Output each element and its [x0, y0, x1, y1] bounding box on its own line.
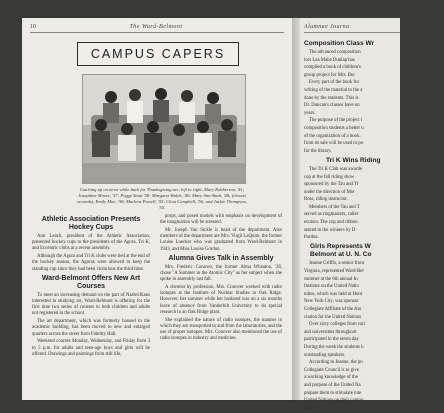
text-line: Virginia, represented Ward-Bel — [304, 269, 364, 275]
text-line: Over sixty colleges from vari — [309, 322, 366, 328]
paragraph: Ann Leach, president of the Athletic Association, presented hockey cups to the presidents of the Agora, Tri K, and Eccentric clubs at a recent assembly. — [32, 234, 150, 252]
text-line: a working knowledge of the — [304, 375, 358, 381]
page-gutter — [292, 18, 300, 400]
left-column-1 — [32, 214, 150, 360]
text-line: of the organization of a book. — [304, 133, 361, 139]
right-running-head: Alumnae Journa — [304, 24, 400, 33]
text-line: and purpose of the United Na — [304, 382, 361, 388]
left-page — [22, 18, 292, 400]
text-line: composition students a better u — [304, 125, 364, 131]
text-line: Institute on the United Natio — [304, 284, 359, 290]
text-line: nities, which was held at Hunt — [304, 291, 363, 297]
text-line: compiled a book of children's — [304, 65, 361, 71]
headline-tri-k: Tri K Wins Riding — [326, 156, 381, 164]
paragraph: The art department, which was formerly housed in the academic building, has been moved to new and enlarged quarters across the street from Fidelity Hall. — [32, 319, 150, 337]
text-line: Members of the Tau and T — [309, 204, 360, 210]
paragraph: Weekend courses Monday, Wednesday, and Friday from 3 to 5 p.m. for adults and teen-age boys and girls will be offered. Drawings and paintings from still life, — [32, 339, 150, 357]
text-line: Ross, riding instructor. — [304, 197, 348, 203]
photo-caption: Catching up on news while back for Thanksgiving are, left to right, Mary Robberson, '41; Josephine Moore, '57; Peggy Stout '58; Margaret Walch, '46; Mary Ann Shutt, '48; (closest seconds), Emily Mac, '58; Marlene Powell, '55; Cleta Campbell, '56; and Jackie Thompson, '55. — [77, 187, 247, 210]
text-line: done by the students. This is — [304, 95, 359, 101]
paragraph: Although the Agora and Tri K clubs were tied at the end of the hockey season, the Agoras were allowed to keep the standing cup since they had been victorious the third time. — [32, 254, 150, 272]
text-line: The purpose of the project i — [309, 118, 363, 124]
text-line: served as ringmasters, caller — [304, 212, 359, 218]
headline-un-council-line2: Belmont at U. N. Co — [310, 251, 372, 259]
photo-illustration — [83, 75, 245, 183]
text-line: ecutors. The cup and ribbon — [304, 220, 358, 226]
text-line: and universities throughout — [304, 329, 357, 335]
text-line: According to Jeanne, the pu — [309, 360, 363, 366]
paragraph: props, and posed models with emphasis on development of the imagination will be stressed. — [160, 214, 282, 226]
text-line: Every part of the book fro — [309, 80, 359, 86]
text-line: Jeanne Griffis, a senior from — [309, 261, 364, 267]
text-line: writing of the material to the a — [304, 87, 363, 93]
text-line: group project for Mrs. Bur — [304, 72, 356, 78]
headline-hockey-cups: Athletic Association Presents Hockey Cups — [41, 216, 141, 231]
paragraph: Mrs. Frederic Conover, the former Alma Wheaton, '28, chose "A Summer in the Atomic City" as her subject when she spoke in assembly last fall. — [160, 264, 282, 283]
text-line: summer at the 6th annual In — [304, 276, 358, 282]
text-line: outstanding speakers. — [304, 352, 346, 358]
right-page — [300, 18, 400, 411]
text-line: ciation for the United Nations — [304, 314, 362, 320]
text-line: Purdue. — [304, 235, 319, 241]
text-line: lors Lea Mabe Dunlap has — [304, 57, 355, 63]
text-line: During the week the students h — [304, 345, 364, 350]
right-column — [304, 38, 444, 413]
group-photo — [82, 74, 246, 184]
text-line: Collegiate Affiliate of the Am — [304, 307, 362, 313]
text-line: for the library. — [304, 148, 332, 154]
paragraph: To meet an increasing demand on the part of Nashvillians interested in studying art, Ward-Belmont is offering for the first time two series of courses to both children and adults not registered in the school. — [32, 292, 150, 317]
headline-un-council: Girls Represents W — [310, 243, 371, 251]
section-masthead: CAMPUS CAPERS — [77, 42, 239, 66]
article-tri-k — [304, 167, 444, 242]
text-line: prepare them to stimulate inte — [304, 390, 362, 396]
page-number: 10 — [30, 24, 36, 30]
text-line: The advanced composition — [309, 50, 361, 55]
text-line: United Nations on their campu — [304, 398, 364, 404]
text-line: under the direction of Mor — [304, 189, 355, 195]
article-composition — [304, 50, 444, 155]
text-line: New York City, was sponsor — [304, 299, 359, 305]
text-line: The Tri K Club was awarde — [309, 166, 363, 172]
text-line: sented to the winners by D — [304, 227, 356, 233]
text-line: Collegiate Council is to give — [304, 367, 359, 373]
text-line: participated in the seven day — [304, 337, 359, 343]
headline-alumna-talk: Alumna Gives Talk in Assembly — [168, 254, 274, 262]
paragraph: She explained the nature of radio isotopes, the manner in which they are transported to and from the laboratories, and the use of proper isotopes. Mrs. Conover also mentioned the use of radio isotopes in industry and medicine. — [160, 317, 282, 342]
publication-name: The Ward-Belmont — [129, 24, 183, 30]
text-line: years. — [304, 110, 316, 116]
headline-composition: Composition Class Wr — [304, 40, 375, 47]
text-line: Dr. Duncan's classes have un — [304, 103, 360, 109]
text-line: cup at the fall riding show — [304, 174, 355, 180]
text-line: sponsored by the Tau and Tr — [304, 182, 359, 188]
running-head — [30, 24, 284, 33]
paragraph: Mr. Joseph Van Sickle is head of the department. Also members of the department are Mrs. Virgil LaQuire, the former Louise Luecker who was graduated from Ward-Belmont in 1943, and Miss Louise Gordon. — [160, 228, 282, 252]
text-line: from its sale will be used to pu — [304, 141, 364, 147]
article-un-council — [304, 261, 444, 411]
text-line: pusts. — [304, 405, 316, 411]
left-column-2 — [160, 214, 282, 344]
headline-art-courses: Ward-Belmont Offers New Art Courses — [41, 274, 141, 290]
paragraph: A chemist by profession, Mrs. Conover worked with radio isotopes at the Institute of Nuclear Studies in Oak Ridge. However, her summer while her husband was on a six months leave of absence from Vanderbilt University to do special research in an Oak Ridge plant. — [160, 285, 282, 315]
